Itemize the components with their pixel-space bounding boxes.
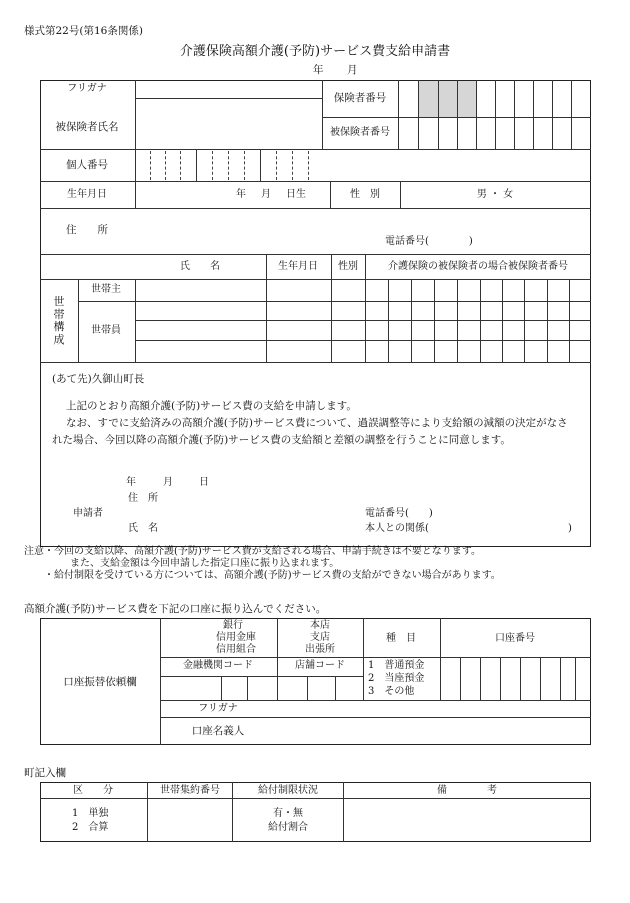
date-year-label: 年 [313,64,324,76]
note-line-2: また、支給金額は今回申請した指定口座に振り込まれます。 [70,558,340,569]
relation-close: ) [568,523,572,534]
bank-type-bank: 銀行 [223,620,243,631]
bank-type-shinkin: 信用金庫 [216,632,256,643]
birthdate-label: 生年月日 [67,189,107,200]
account-furigana-label: フリガナ [198,703,238,714]
account-kind-ordinary: 1 普通預金 [368,660,425,671]
birth-month-label: 月 [261,189,271,200]
birth-year-label: 年 [236,189,246,200]
household-insured-no-header: 介護保険の被保険者の場合被保険者番号 [388,261,568,272]
apply-day-label: 日 [199,477,209,488]
household-member-label: 世帯員 [91,325,121,336]
note-line-1: 注意・今回の支給以降、高額介護(予防)サービス費が支給される場合、申請手続きは不要となります。 [24,546,482,557]
applicant-name-label: 氏 名 [128,523,158,534]
bank-code-label: 金融機関コード [183,660,253,671]
account-kind-current: 2 当座預金 [368,673,425,684]
household-composition-label: 世帯構成 [53,295,65,346]
adjustment-consent: なお、すでに支給済みの高額介護(予防)サービス費について、過誤調整等により支給額の減額の決定がなされた場合、今回以降の高額介護(予防)サービス費の支給額と差額の調整を行うことに同意します。 [52,417,568,446]
insurer-number-label: 保険者番号 [333,92,387,104]
sex-label: 性 別 [350,189,380,200]
applicant-phone-label: 電話番号( ) [365,508,433,519]
bank-intro: 高額介護(予防)サービス費を下記の口座に振り込んでください。 [24,603,327,615]
sex-options: 男 ・ 女 [476,189,514,200]
applicant-address-label: 住 所 [128,493,158,504]
insured-number-label: 被保険者番号 [330,127,390,138]
my-number-label: 個人番号 [66,159,108,171]
benefit-ratio-label: 給付割合 [268,822,308,833]
apply-year-label: 年 [126,477,136,488]
restriction-options: 有・無 [273,808,303,819]
bank-type-shinkumi: 信用組合 [216,644,256,655]
account-transfer-label: 口座振替依頼欄 [63,676,137,688]
branch-code-label: 店舗コード [295,660,345,671]
category-header: 区 分 [73,785,113,796]
branch-type-branch: 支店 [310,632,330,643]
branch-type-office: 出張所 [305,644,335,655]
account-kind-other: 3 その他 [368,686,415,697]
form-title: 介護保険高額介護(予防)サービス費支給申請書 [179,44,451,59]
insured-name-label: 被保険者氏名 [55,121,119,133]
date-month-label: 月 [347,64,358,76]
town-section-label: 町記入欄 [24,767,66,779]
insurer-no-shaded [419,81,476,117]
birth-day-label: 日生 [286,189,306,200]
apply-month-label: 月 [163,477,173,488]
account-holder-label: 口座名義人 [191,725,245,737]
category-combined: 2 合算 [72,822,109,833]
remarks-header: 備 考 [437,785,497,796]
account-kind-header: 種 目 [386,633,416,644]
furigana-label: フリガナ [67,83,107,94]
benefit-restriction-header: 給付制限状況 [258,785,318,796]
form-number: 様式第22号(第16条関係) [24,25,143,37]
note-line-3: ・給付制限を受けている方については、高額介護(予防)サービス費の支給ができない場合があります。 [44,570,501,581]
applicant-label: 申請者 [73,508,103,519]
phone-label: 電話番号( ) [385,236,473,247]
household-head-label: 世帯主 [91,284,121,295]
category-single: 1 単独 [72,808,109,819]
application-statement: 上記のとおり高額介護(予防)サービス費の支給を申請します。 [66,400,357,412]
addressee: (あて先)久御山町長 [52,373,145,385]
household-birth-header: 生年月日 [278,261,318,272]
branch-type-head: 本店 [310,620,330,631]
household-sex-header: 性別 [338,261,358,272]
address-label: 住 所 [66,224,108,236]
application-table [40,80,591,547]
household-agg-no-header: 世帯集約番号 [160,785,220,796]
relation-label: 本人との関係( [365,523,429,534]
account-number-header: 口座番号 [495,633,535,644]
household-name-header: 氏 名 [180,261,220,272]
